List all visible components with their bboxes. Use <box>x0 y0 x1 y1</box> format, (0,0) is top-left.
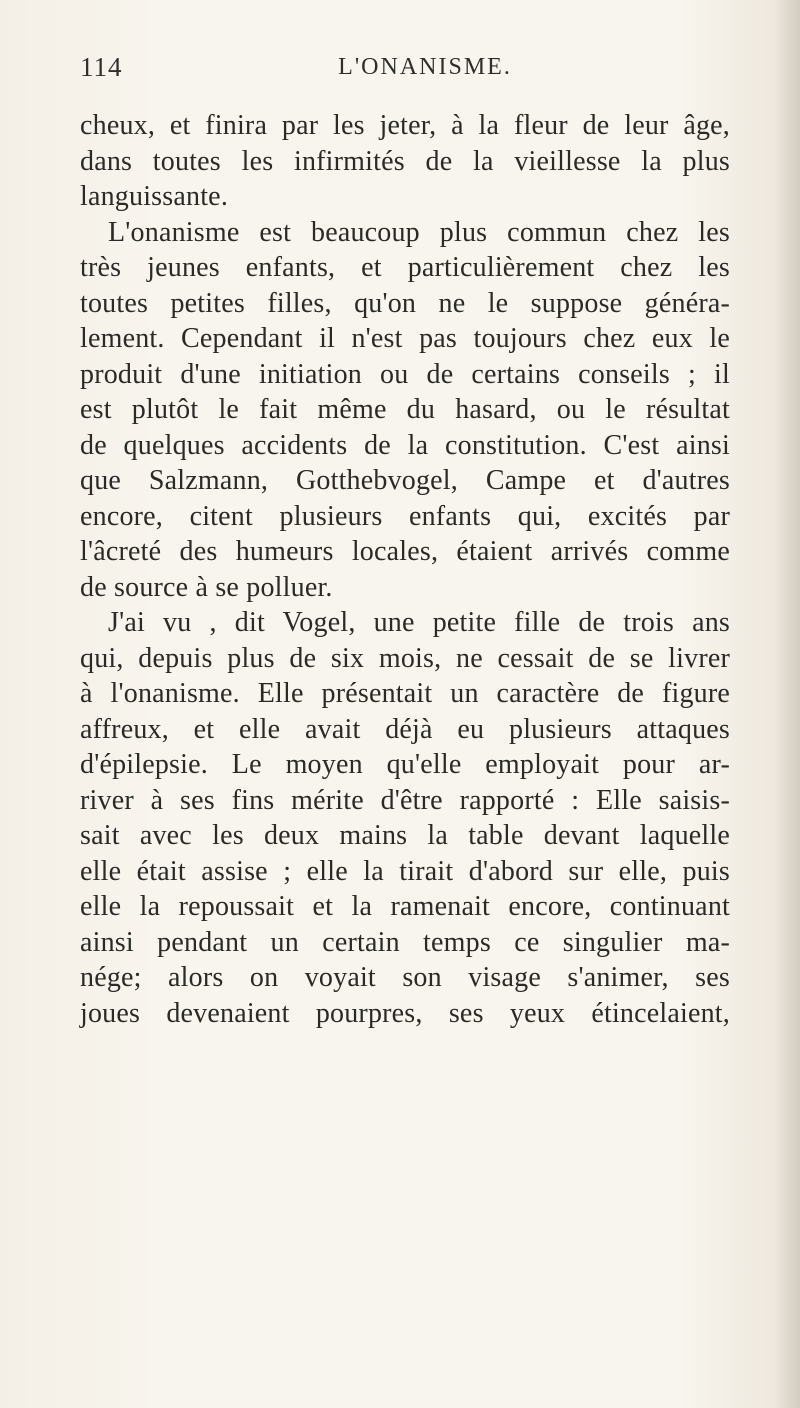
text-line: affreux, et elle avait déjà eu plusieurs attaques <box>80 713 730 745</box>
text-line: elle la repoussait et la ramenait encore, continuant <box>80 891 730 922</box>
text-line: lement. Cependant il n'est pas toujours chez eux le <box>80 323 730 354</box>
text-line: de source à se polluer. <box>80 571 333 603</box>
text-line: languissante. <box>80 181 229 212</box>
text-line: produit d'une initiation ou de certains conseils ; il <box>80 358 730 390</box>
text-line: J'ai vu , dit Vogel, une petite fille de trois ans <box>108 607 730 638</box>
text-line: que Salzmann, Gotthebvogel, Campe et d'autres <box>80 465 730 496</box>
text-line: encore, citent plusieurs enfants qui, excités par <box>80 500 730 532</box>
running-title: L'ONANISME. <box>338 54 512 80</box>
text-line: ainsi pendant un certain temps ce singulier ma- <box>80 926 730 958</box>
text-line: L'onanisme est beaucoup plus commun chez les <box>108 216 730 248</box>
text-line: est plutôt le fait même du hasard, ou le résultat <box>80 394 730 425</box>
text-line: cheux, et finira par les jeter, à la fleur de leur âge, <box>80 110 730 141</box>
text-line: toutes petites filles, qu'on ne le suppose généra- <box>80 287 730 319</box>
page-edge-shadow <box>774 0 800 1408</box>
page-header <box>80 52 724 92</box>
text-line: très jeunes enfants, et particulièrement chez les <box>80 252 730 283</box>
text-line: nége; alors on voyait son visage s'animer, ses <box>80 962 730 993</box>
text-line: qui, depuis plus de six mois, ne cessait de se livrer <box>80 642 730 674</box>
text-line: elle était assise ; elle la tirait d'abord sur elle, puis <box>80 855 730 887</box>
text-line: sait avec les deux mains la table devant laquelle <box>80 820 730 851</box>
text-line: joues devenaient pourpres, ses yeux étincelaient, <box>80 997 730 1029</box>
text-line: dans toutes les infirmités de la vieillesse la plus <box>80 145 730 177</box>
text-line: river à ses fins mérite d'être rapporté : Elle saisis- <box>80 784 730 816</box>
page-number: 114 <box>80 52 123 82</box>
text-line: d'épilepsie. Le moyen qu'elle employait pour ar- <box>80 749 730 780</box>
text-line: à l'onanisme. Elle présentait un caractère de figure <box>80 678 730 709</box>
body-text <box>80 108 730 1031</box>
text-line: l'âcreté des humeurs locales, étaient arrivés comme <box>80 536 730 567</box>
text-line: de quelques accidents de la constitution. C'est ainsi <box>80 429 730 461</box>
